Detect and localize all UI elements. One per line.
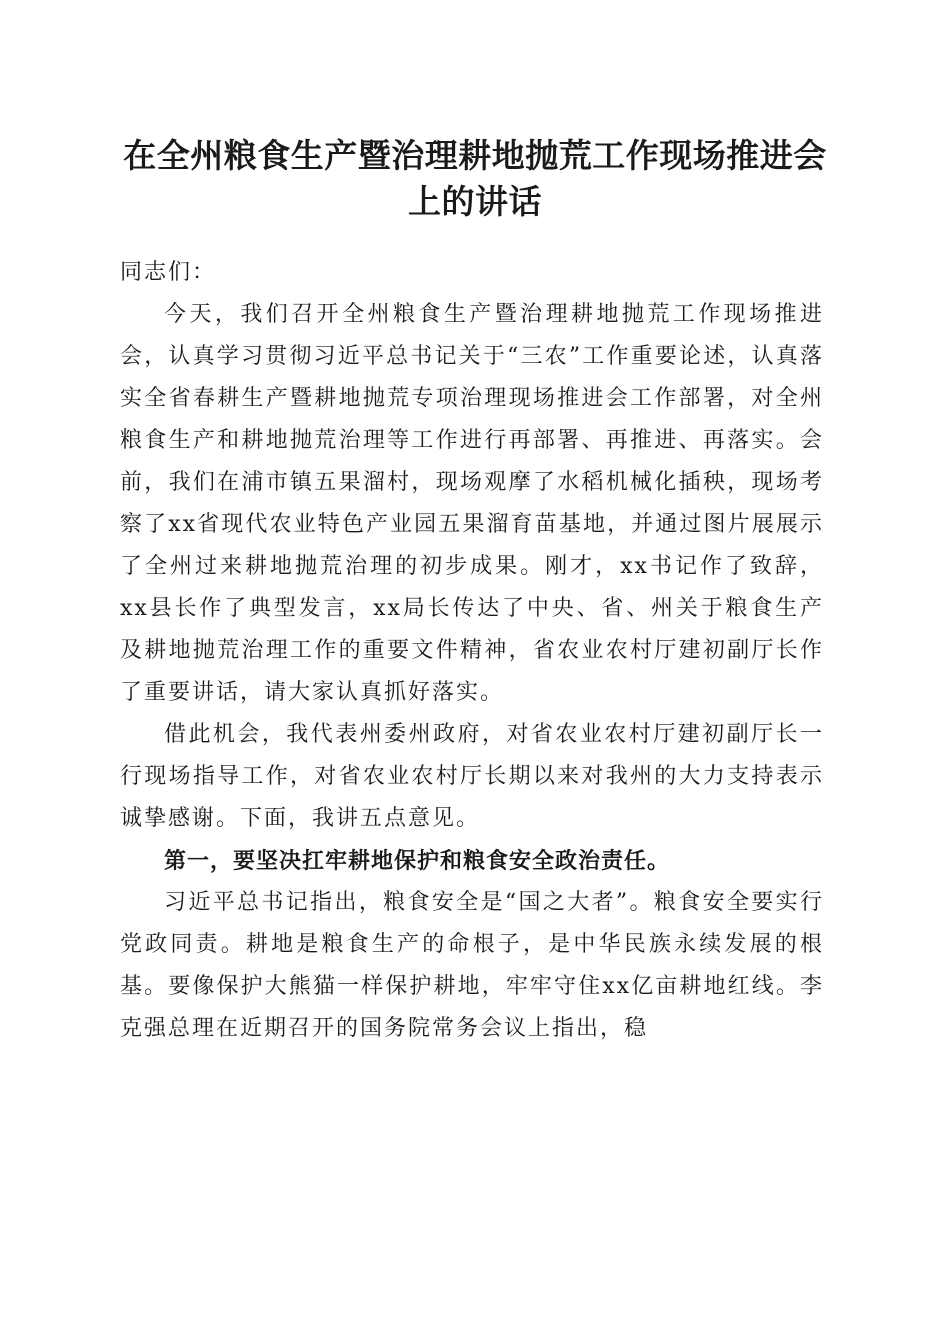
document-title: 在全州粮食生产暨治理耕地抛荒工作现场推进会上的讲话: [123, 136, 827, 221]
section-heading: 第一，要坚决扛牢耕地保护和粮食安全政治责任。: [164, 848, 671, 874]
paragraph-opening: 今天，我们召开全州粮食生产暨治理耕地抛荒工作现场推进会，认真学习贯彻习近平总书记关于“三农”工作重要论述，认真落实全省春耕生产暨耕地抛荒专项治理现场推进会工作部署，对全州粮食生产和耕地抛荒治理等工作进行再部署、再推进、再落实。会前，我们在浦市镇五果溜村，现场观摩了水稻机械化插秧，现场考察了xx省现代农业特色产业园五果溜育苗基地，并通过图片展展示了全州过来耕地抛荒治理的初步成果。刚才，xx书记作了致辞，xx县长作了典型发言，xx局长传达了中央、省、州关于粮食生产及耕地抛荒治理工作的重要文件精神，省农业农村厅建初副厅长作了重要讲话，请大家认真抓好落实。: [120, 302, 824, 705]
greeting: 同志们：: [120, 260, 217, 285]
paragraph-thanks: 借此机会，我代表州委州政府，对省农业农村厅建初副厅长一行现场指导工作，对省农业农村厅长期以来对我州的大力支持表示诚挚感谢。下面，我讲五点意见。: [120, 722, 824, 831]
document-body: [120, 252, 824, 1050]
section-paragraph: 习近平总书记指出，粮食安全是“国之大者”。粮食安全要实行党政同责。耕地是粮食生产的命根子，是中华民族永续发展的根基。要像保护大熊猫一样保护耕地，牢牢守住xx亿亩耕地红线。李克强总理在近期召开的国务院常务会议上指出，稳: [120, 890, 824, 1041]
